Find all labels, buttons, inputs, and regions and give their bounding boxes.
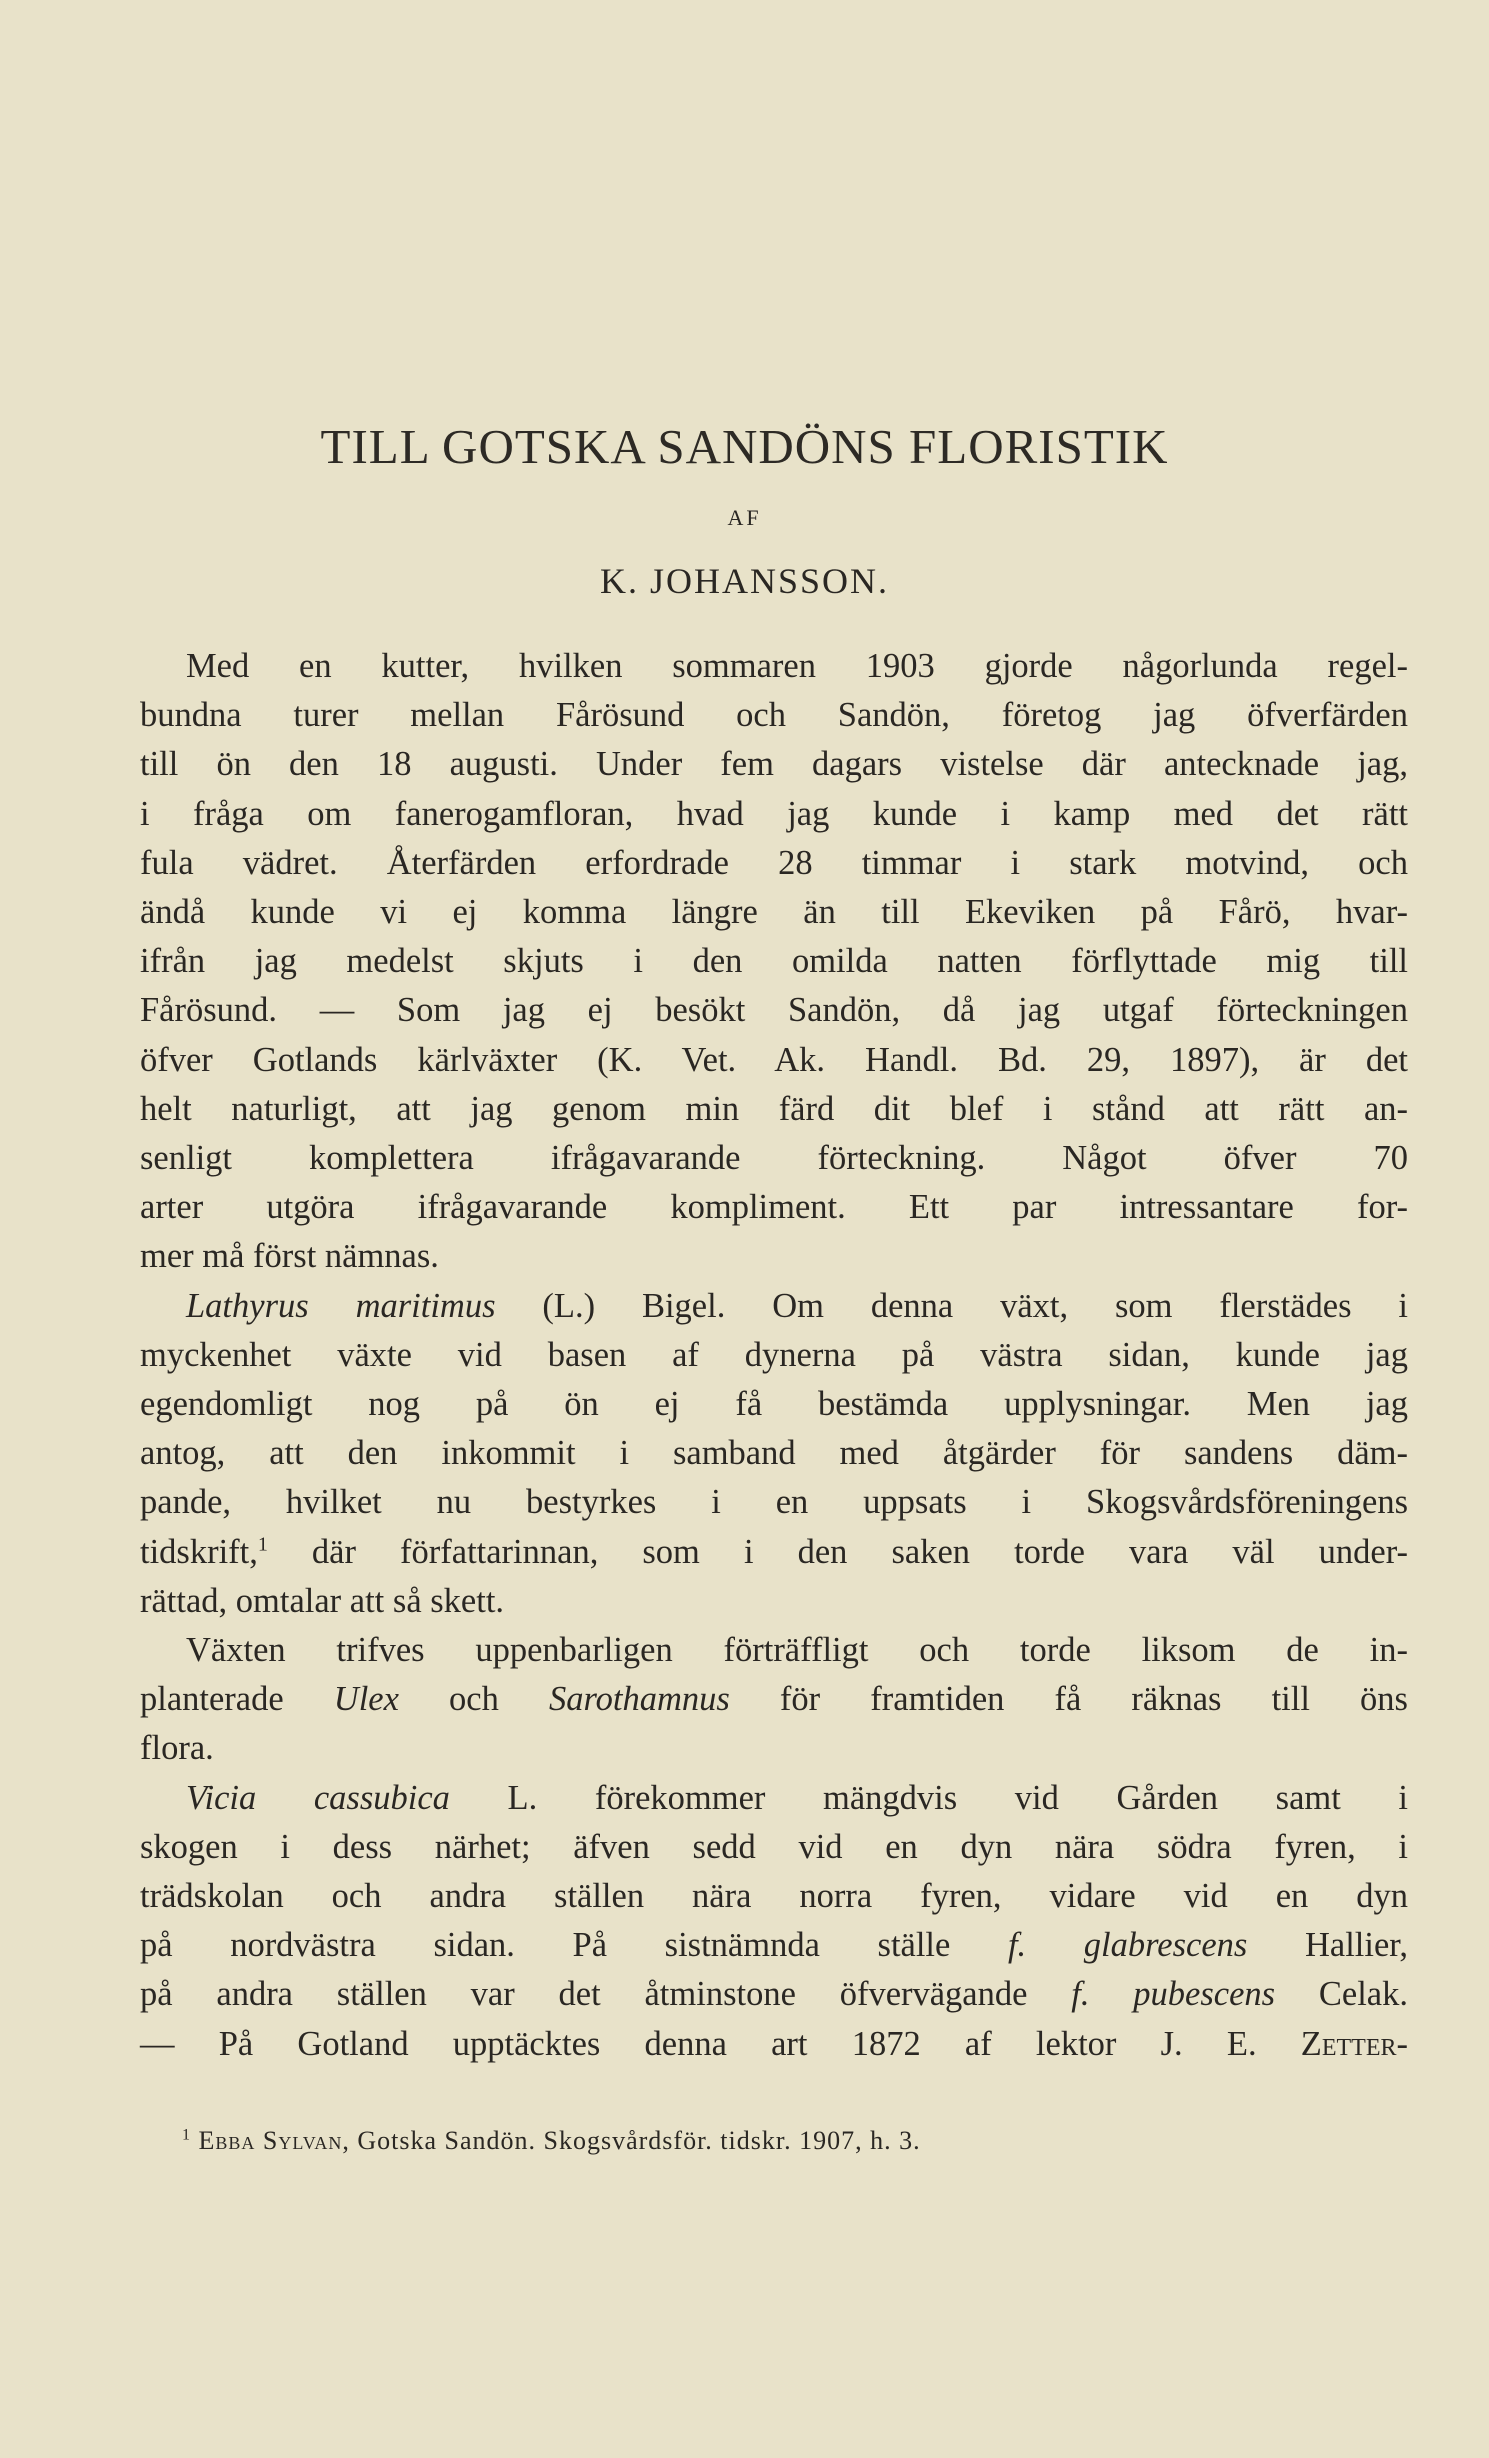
form-name: f. glabrescens xyxy=(1007,1926,1248,1965)
text-line: arter utgöra ifrågavarande kompliment. Ett par intressantare for- xyxy=(140,1188,1408,1227)
paragraph-2 xyxy=(140,1282,1408,1626)
text-line: Vicia cassubica L. förekommer mängdvis vid Gården samt i xyxy=(186,1778,1409,1817)
text-line: Lathyrus maritimus (L.) Bigel. Om denna växt, som flerstädes i xyxy=(186,1286,1409,1325)
species-name: Vicia cassubica xyxy=(186,1778,450,1817)
text-line: Med en kutter, hvilken sommaren 1903 gjorde någorlunda regel- xyxy=(186,647,1408,685)
article-title: TILL GOTSKA SANDÖNS FLORISTIK xyxy=(320,419,1169,474)
text-line: ändå kunde vi ej komma längre än till Ekeviken på Fårö, hvar- xyxy=(140,893,1408,932)
species-name: Sarothamnus xyxy=(548,1680,730,1719)
article-body xyxy=(140,642,1408,2069)
text-line: rättad, omtalar att så skett. xyxy=(140,1581,505,1620)
text-line: på andra ställen var det åtminstone öfvervägande f. pubescens Celak. xyxy=(140,1975,1408,2014)
footnote-author: Ebba Sylvan xyxy=(198,2126,343,2155)
footnote: $^1$ Ebba Sylvan, Gotska Sandön. Skogsvårdsför. tidskr. 1907, h. 3. xyxy=(182,2126,921,2155)
text-line: — På Gotland upptäcktes denna art 1872 af lektor J. E. Zetter- xyxy=(140,2024,1408,2063)
text-line: antog, att den inkommit i samband med åtgärder för sandens däm- xyxy=(140,1434,1408,1473)
text-line: mer må först nämnas. xyxy=(140,1237,439,1276)
text-line: fula vädret. Återfärden erfordrade 28 timmar i stark motvind, och xyxy=(140,843,1408,882)
byline-af: AF xyxy=(727,505,762,530)
text-line: ifrån jag medelst skjuts i den omilda natten förflyttade mig till xyxy=(140,942,1408,981)
form-name: f. pubescens xyxy=(1071,1975,1276,2014)
text-line: trädskolan och andra ställen nära norra fyren, vidare vid en dyn xyxy=(140,1877,1408,1916)
paragraph-1 xyxy=(140,642,1408,1282)
text-line: senligt komplettera ifrågavarande förteckning. Något öfver 70 xyxy=(140,1139,1408,1178)
text-line: bundna turer mellan Fårösund och Sandön, företog jag öfverfärden xyxy=(140,696,1408,735)
species-name: Lathyrus maritimus xyxy=(186,1286,496,1325)
text-line: i fråga om fanerogamfloran, hvad jag kunde i kamp med det rätt xyxy=(140,794,1408,833)
text-line: egendomligt nog på ön ej få bestämda upplysningar. Men jag xyxy=(140,1385,1408,1424)
text-line: till ön den 18 augusti. Under fem dagars vistelse där antecknade jag, xyxy=(140,745,1408,784)
text-line: flora. xyxy=(140,1729,214,1768)
paragraph-3 xyxy=(140,1626,1408,1774)
text-line: skogen i dess närhet; äfven sedd vid en dyn nära södra fyren, i xyxy=(140,1827,1408,1866)
text-line: öfver Gotlands kärlväxter (K. Vet. Ak. Handl. Bd. 29, 1897), är det xyxy=(140,1040,1408,1079)
text-line: myckenhet växte vid basen af dynerna på västra sidan, kunde jag xyxy=(140,1335,1408,1374)
paragraph-4 xyxy=(140,1774,1408,2069)
text-line: helt naturligt, att jag genom min färd dit blef i stånd att rätt an- xyxy=(140,1089,1408,1128)
text-line: pande, hvilket nu bestyrkes i en uppsats i Skogsvårdsföreningens xyxy=(140,1483,1408,1522)
author-name: K. JOHANSSON. xyxy=(599,561,890,601)
text-line: på nordvästra sidan. På sistnämnda ställe f. glabrescens Hallier, xyxy=(140,1926,1409,1965)
text-line: tidskrift,$^1$ där författarinnan, som i den saken torde vara väl under- xyxy=(140,1532,1408,1571)
species-name: Ulex xyxy=(333,1680,399,1719)
text-line: Växten trifves uppenbarligen förträffligt och torde liksom de in- xyxy=(186,1631,1408,1670)
footnote-ref: 1 xyxy=(257,1533,268,1556)
text-line: planterade Ulex och Sarothamnus för framtiden få räknas till öns xyxy=(140,1680,1408,1719)
text-line: Fårösund. — Som jag ej besökt Sandön, då jag utgaf förteckningen xyxy=(140,991,1408,1030)
footnote-mark: 1 xyxy=(182,2126,191,2144)
person-name: Zetter- xyxy=(1300,2024,1408,2063)
